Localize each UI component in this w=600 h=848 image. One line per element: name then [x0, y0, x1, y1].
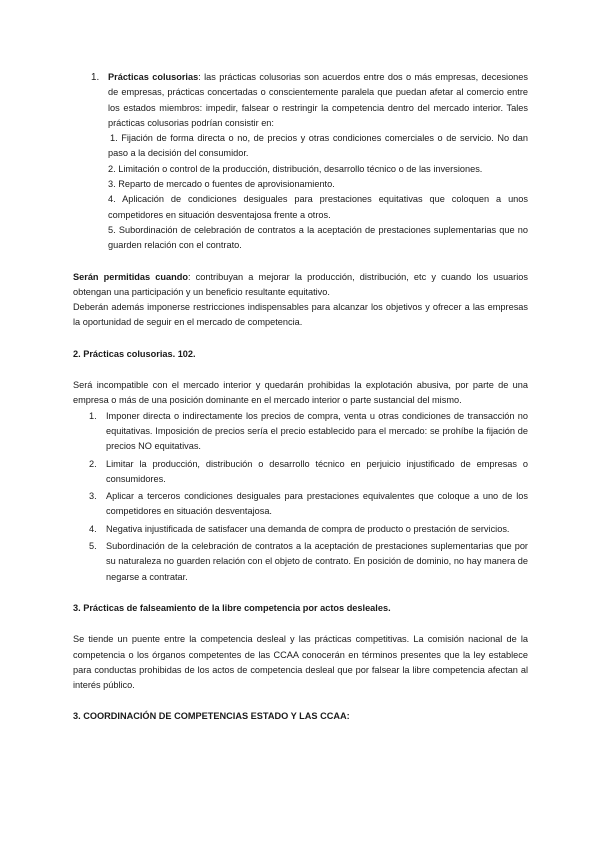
section-3-text: Se tiende un puente entre la competencia desleal y las prácticas competitivas. La comisión nacional de la competencia o los órganos competentes de las CCAA conocerán en términos presentes que la ley establece para conductas prohibidas de los actos de competencia desleal que por falsear la libre competencia afectan al interés público. — [73, 634, 528, 691]
list-item-number: 5. — [89, 541, 97, 552]
list-item — [73, 539, 528, 585]
colusive-practices-item — [73, 70, 528, 254]
list-item — [73, 457, 528, 488]
list-item-text: Limitar la producción, distribución o desarrollo técnico en perjuicio injustificado de empresas o consumidores. — [106, 458, 528, 484]
section-3-heading: 3. Prácticas de falseamiento de la libre competencia por actos desleales. — [73, 602, 391, 613]
sub-item: 2. Limitación o control de la producción, distribución, desarrollo técnico o de las inversiones. — [108, 163, 483, 174]
sub-item: 4. Aplicación de condiciones desiguales para prestaciones equitativas que coloquen a unos competidores en situación desventajosa frente a otros. — [108, 194, 528, 220]
sub-item: 5. Subordinación de celebración de contratos a la aceptación de prestaciones suplementarias que no guarden relación con el contrato. — [108, 224, 528, 251]
list-item-number: 1. — [89, 410, 97, 421]
list-item — [73, 522, 528, 537]
section-4-heading: 3. COORDINACIÓN DE COMPETENCIAS ESTADO Y LAS CCAA: — [73, 711, 350, 722]
abuse-practices-list — [73, 409, 528, 585]
colusive-practices-title: Prácticas colusorias — [108, 72, 199, 82]
list-item-text: Negativa injustificada de satisfacer una demanda de compra de producto o prestación de servicios. — [106, 523, 510, 534]
list-item-number: 4. — [89, 523, 97, 534]
section-2-intro: Será incompatible con el mercado interior y quedarán prohibidas la explotación abusiva, por parte de una empresa o más de una posición dominante en el mercado interior o parte sustancial del mismo. — [73, 380, 528, 406]
list-item-text: Subordinación de la celebración de contratos a la aceptación de prestaciones suplementarias que por su naturaleza no guarden relación con el objeto de contrato. En posición de dominio, no hay manera de negarse a contratar. — [106, 541, 528, 582]
sub-item: 1. Fijación de forma directa o no, de precios y otras condiciones comerciales o de servicio. No dan paso a la decisión del consumidor. — [108, 133, 528, 159]
colusive-practices-paragraph — [108, 70, 528, 131]
sub-item: 3. Reparto de mercado o fuentes de aprovisionamiento. — [108, 179, 335, 190]
section-2-heading: 2. Prácticas colusorias. 102. — [73, 348, 196, 359]
permitted-paragraph-2: Deberán además imponerse restricciones indispensables para alcanzar los objetivos y ofrecer a las empresas la oportunidad de seguir en el mercado de competencia. — [73, 302, 528, 328]
list-item — [73, 409, 528, 455]
permitted-paragraph — [73, 270, 528, 301]
list-item-number: 3. — [89, 491, 97, 502]
permitted-label: Serán permitidas cuando — [73, 271, 188, 282]
item-number: 1. — [91, 72, 100, 83]
colusive-practices-sublist — [108, 131, 528, 253]
colusive-practices-intro: : las prácticas colusorias son acuerdos entre dos o más empresas, decesiones de empresas, prácticas concertadas o conscientemente paralela que puedan afetar al comercio entre los estados miembros: impedir, falsear o restringir la competencia dentro del mercado interior. Tales prácticas colusorias podrían consistir en: — [108, 72, 528, 128]
permitted-text: : contribuyan a mejorar la producción, distribución, etc y cuando los usuarios obtengan una participación y un beneficio resultante equitativo. — [73, 271, 528, 297]
list-item — [73, 489, 528, 520]
list-item-text: Imponer directa o indirectamente los precios de compra, venta u otras condiciones de transacción no equitativas. Imposición de precios sería el precio establecido para el mercado: se prohíbe la fijación de precios NO equitativas. — [106, 410, 528, 452]
list-item-number: 2. — [89, 458, 97, 469]
list-item-text: Aplicar a terceros condiciones desiguales para prestaciones equivalentes que coloque a uno de los competidores en situación desventajosa. — [106, 491, 528, 517]
